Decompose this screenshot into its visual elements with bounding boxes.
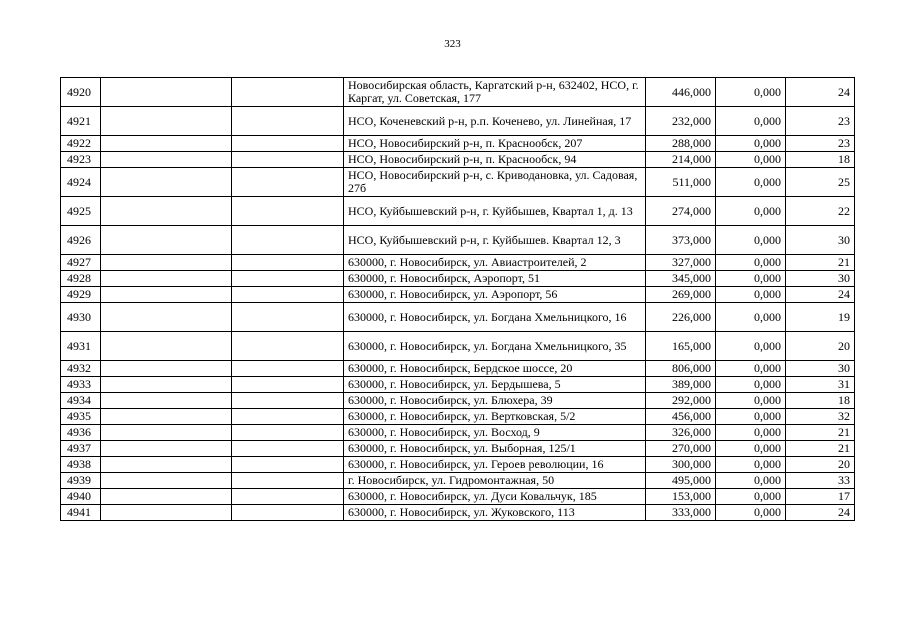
value-cell-1: 456,000 — [646, 409, 716, 425]
table-row — [61, 393, 855, 409]
row-id-cell: 4925 — [61, 197, 101, 226]
value-cell-3: 22 — [786, 197, 855, 226]
value-cell-2: 0,000 — [716, 136, 786, 152]
table-row — [61, 409, 855, 425]
address-cell: НСО, Новосибирский р-н, п. Краснообск, 94 — [344, 152, 646, 168]
value-cell-1: 214,000 — [646, 152, 716, 168]
empty-cell — [101, 425, 232, 441]
row-id-cell: 4936 — [61, 425, 101, 441]
value-cell-1: 345,000 — [646, 271, 716, 287]
value-cell-1: 165,000 — [646, 332, 716, 361]
empty-cell — [101, 255, 232, 271]
empty-cell — [101, 271, 232, 287]
empty-cell — [232, 393, 344, 409]
value-cell-3: 24 — [786, 505, 855, 521]
empty-cell — [101, 197, 232, 226]
empty-cell — [101, 78, 232, 107]
table-row — [61, 361, 855, 377]
table-row — [61, 226, 855, 255]
empty-cell — [232, 303, 344, 332]
empty-cell — [232, 78, 344, 107]
value-cell-2: 0,000 — [716, 107, 786, 136]
empty-cell — [232, 505, 344, 521]
empty-cell — [101, 489, 232, 505]
value-cell-2: 0,000 — [716, 226, 786, 255]
empty-cell — [232, 441, 344, 457]
row-id-cell: 4931 — [61, 332, 101, 361]
table-row — [61, 255, 855, 271]
value-cell-2: 0,000 — [716, 197, 786, 226]
value-cell-3: 33 — [786, 473, 855, 489]
value-cell-2: 0,000 — [716, 489, 786, 505]
address-table-container — [60, 77, 855, 521]
value-cell-1: 806,000 — [646, 361, 716, 377]
row-id-cell: 4932 — [61, 361, 101, 377]
value-cell-2: 0,000 — [716, 393, 786, 409]
address-cell: г. Новосибирск, ул. Гидромонтажная, 50 — [344, 473, 646, 489]
value-cell-3: 20 — [786, 332, 855, 361]
empty-cell — [101, 409, 232, 425]
value-cell-3: 23 — [786, 136, 855, 152]
empty-cell — [232, 332, 344, 361]
value-cell-1: 300,000 — [646, 457, 716, 473]
value-cell-3: 18 — [786, 152, 855, 168]
empty-cell — [232, 168, 344, 197]
address-cell: 630000, г. Новосибирск, ул. Вертковская, 5/2 — [344, 409, 646, 425]
empty-cell — [101, 107, 232, 136]
empty-cell — [232, 457, 344, 473]
table-row — [61, 505, 855, 521]
empty-cell — [232, 197, 344, 226]
value-cell-3: 23 — [786, 107, 855, 136]
value-cell-3: 21 — [786, 255, 855, 271]
row-id-cell: 4922 — [61, 136, 101, 152]
empty-cell — [101, 441, 232, 457]
value-cell-1: 153,000 — [646, 489, 716, 505]
empty-cell — [101, 377, 232, 393]
empty-cell — [101, 303, 232, 332]
empty-cell — [232, 255, 344, 271]
value-cell-2: 0,000 — [716, 505, 786, 521]
row-id-cell: 4923 — [61, 152, 101, 168]
value-cell-3: 24 — [786, 287, 855, 303]
table-row — [61, 377, 855, 393]
empty-cell — [232, 271, 344, 287]
table-row — [61, 287, 855, 303]
row-id-cell: 4920 — [61, 78, 101, 107]
address-cell: 630000, г. Новосибирск, ул. Авиастроителей, 2 — [344, 255, 646, 271]
address-cell: 630000, г. Новосибирск, ул. Выборная, 125/1 — [344, 441, 646, 457]
value-cell-2: 0,000 — [716, 303, 786, 332]
value-cell-2: 0,000 — [716, 271, 786, 287]
value-cell-1: 326,000 — [646, 425, 716, 441]
address-cell: НСО, Новосибирский р-н, п. Краснообск, 207 — [344, 136, 646, 152]
value-cell-3: 30 — [786, 271, 855, 287]
address-cell: 630000, г. Новосибирск, Аэропорт, 51 — [344, 271, 646, 287]
address-cell: 630000, г. Новосибирск, ул. Героев революции, 16 — [344, 457, 646, 473]
table-row — [61, 489, 855, 505]
table-body — [61, 78, 855, 521]
value-cell-2: 0,000 — [716, 425, 786, 441]
value-cell-2: 0,000 — [716, 361, 786, 377]
value-cell-2: 0,000 — [716, 377, 786, 393]
value-cell-3: 30 — [786, 361, 855, 377]
value-cell-1: 274,000 — [646, 197, 716, 226]
address-cell: 630000, г. Новосибирск, ул. Дуси Ковальчук, 185 — [344, 489, 646, 505]
value-cell-2: 0,000 — [716, 152, 786, 168]
value-cell-3: 32 — [786, 409, 855, 425]
value-cell-1: 232,000 — [646, 107, 716, 136]
value-cell-1: 292,000 — [646, 393, 716, 409]
empty-cell — [101, 152, 232, 168]
empty-cell — [232, 287, 344, 303]
value-cell-2: 0,000 — [716, 168, 786, 197]
row-id-cell: 4941 — [61, 505, 101, 521]
empty-cell — [232, 107, 344, 136]
row-id-cell: 4934 — [61, 393, 101, 409]
table-row — [61, 271, 855, 287]
empty-cell — [232, 425, 344, 441]
table-row — [61, 107, 855, 136]
value-cell-3: 18 — [786, 393, 855, 409]
value-cell-3: 31 — [786, 377, 855, 393]
empty-cell — [232, 489, 344, 505]
address-cell: НСО, Новосибирский р-н, с. Криводановка, ул. Садовая, 27б — [344, 168, 646, 197]
value-cell-1: 270,000 — [646, 441, 716, 457]
value-cell-1: 511,000 — [646, 168, 716, 197]
table-row — [61, 152, 855, 168]
value-cell-1: 226,000 — [646, 303, 716, 332]
value-cell-3: 30 — [786, 226, 855, 255]
empty-cell — [232, 136, 344, 152]
address-table — [60, 77, 855, 521]
value-cell-1: 373,000 — [646, 226, 716, 255]
value-cell-3: 20 — [786, 457, 855, 473]
value-cell-1: 389,000 — [646, 377, 716, 393]
value-cell-3: 19 — [786, 303, 855, 332]
value-cell-3: 25 — [786, 168, 855, 197]
row-id-cell: 4930 — [61, 303, 101, 332]
empty-cell — [101, 505, 232, 521]
value-cell-2: 0,000 — [716, 332, 786, 361]
address-cell: 630000, г. Новосибирск, ул. Богдана Хмельницкого, 16 — [344, 303, 646, 332]
value-cell-2: 0,000 — [716, 441, 786, 457]
empty-cell — [101, 136, 232, 152]
empty-cell — [101, 393, 232, 409]
row-id-cell: 4938 — [61, 457, 101, 473]
table-row — [61, 136, 855, 152]
address-cell: 630000, г. Новосибирск, ул. Восход, 9 — [344, 425, 646, 441]
row-id-cell: 4928 — [61, 271, 101, 287]
table-row — [61, 168, 855, 197]
table-row — [61, 425, 855, 441]
value-cell-1: 288,000 — [646, 136, 716, 152]
value-cell-2: 0,000 — [716, 287, 786, 303]
value-cell-1: 495,000 — [646, 473, 716, 489]
empty-cell — [101, 457, 232, 473]
empty-cell — [101, 168, 232, 197]
row-id-cell: 4924 — [61, 168, 101, 197]
row-id-cell: 4926 — [61, 226, 101, 255]
value-cell-2: 0,000 — [716, 255, 786, 271]
row-id-cell: 4940 — [61, 489, 101, 505]
empty-cell — [101, 287, 232, 303]
value-cell-1: 333,000 — [646, 505, 716, 521]
row-id-cell: 4939 — [61, 473, 101, 489]
address-cell: 630000, г. Новосибирск, ул. Бердышева, 5 — [344, 377, 646, 393]
table-row — [61, 303, 855, 332]
empty-cell — [101, 361, 232, 377]
empty-cell — [232, 152, 344, 168]
value-cell-2: 0,000 — [716, 473, 786, 489]
table-row — [61, 473, 855, 489]
row-id-cell: 4927 — [61, 255, 101, 271]
empty-cell — [101, 332, 232, 361]
address-cell: 630000, г. Новосибирск, ул. Блюхера, 39 — [344, 393, 646, 409]
value-cell-3: 17 — [786, 489, 855, 505]
row-id-cell: 4921 — [61, 107, 101, 136]
value-cell-2: 0,000 — [716, 78, 786, 107]
address-cell: 630000, г. Новосибирск, Бердское шоссе, 20 — [344, 361, 646, 377]
address-cell: 630000, г. Новосибирск, ул. Жуковского, 113 — [344, 505, 646, 521]
address-cell: Новосибирская область, Каргатский р-н, 632402, НСО, г. Каргат, ул. Советская, 177 — [344, 78, 646, 107]
page-number: 323 — [444, 38, 461, 50]
value-cell-3: 21 — [786, 425, 855, 441]
table-row — [61, 332, 855, 361]
empty-cell — [101, 473, 232, 489]
table-row — [61, 78, 855, 107]
value-cell-2: 0,000 — [716, 409, 786, 425]
value-cell-1: 327,000 — [646, 255, 716, 271]
address-cell: 630000, г. Новосибирск, ул. Богдана Хмельницкого, 35 — [344, 332, 646, 361]
empty-cell — [232, 473, 344, 489]
address-cell: 630000, г. Новосибирск, ул. Аэропорт, 56 — [344, 287, 646, 303]
empty-cell — [232, 409, 344, 425]
empty-cell — [232, 361, 344, 377]
address-cell: НСО, Куйбышевский р-н, г. Куйбышев, Квартал 1, д. 13 — [344, 197, 646, 226]
empty-cell — [101, 226, 232, 255]
empty-cell — [232, 377, 344, 393]
empty-cell — [232, 226, 344, 255]
table-row — [61, 441, 855, 457]
value-cell-2: 0,000 — [716, 457, 786, 473]
row-id-cell: 4929 — [61, 287, 101, 303]
row-id-cell: 4935 — [61, 409, 101, 425]
row-id-cell: 4937 — [61, 441, 101, 457]
value-cell-1: 446,000 — [646, 78, 716, 107]
value-cell-3: 21 — [786, 441, 855, 457]
table-row — [61, 457, 855, 473]
address-cell: НСО, Куйбышевский р-н, г. Куйбышев. Квартал 12, 3 — [344, 226, 646, 255]
address-cell: НСО, Коченевский р-н, р.п. Коченево, ул. Линейная, 17 — [344, 107, 646, 136]
value-cell-1: 269,000 — [646, 287, 716, 303]
table-row — [61, 197, 855, 226]
value-cell-3: 24 — [786, 78, 855, 107]
row-id-cell: 4933 — [61, 377, 101, 393]
